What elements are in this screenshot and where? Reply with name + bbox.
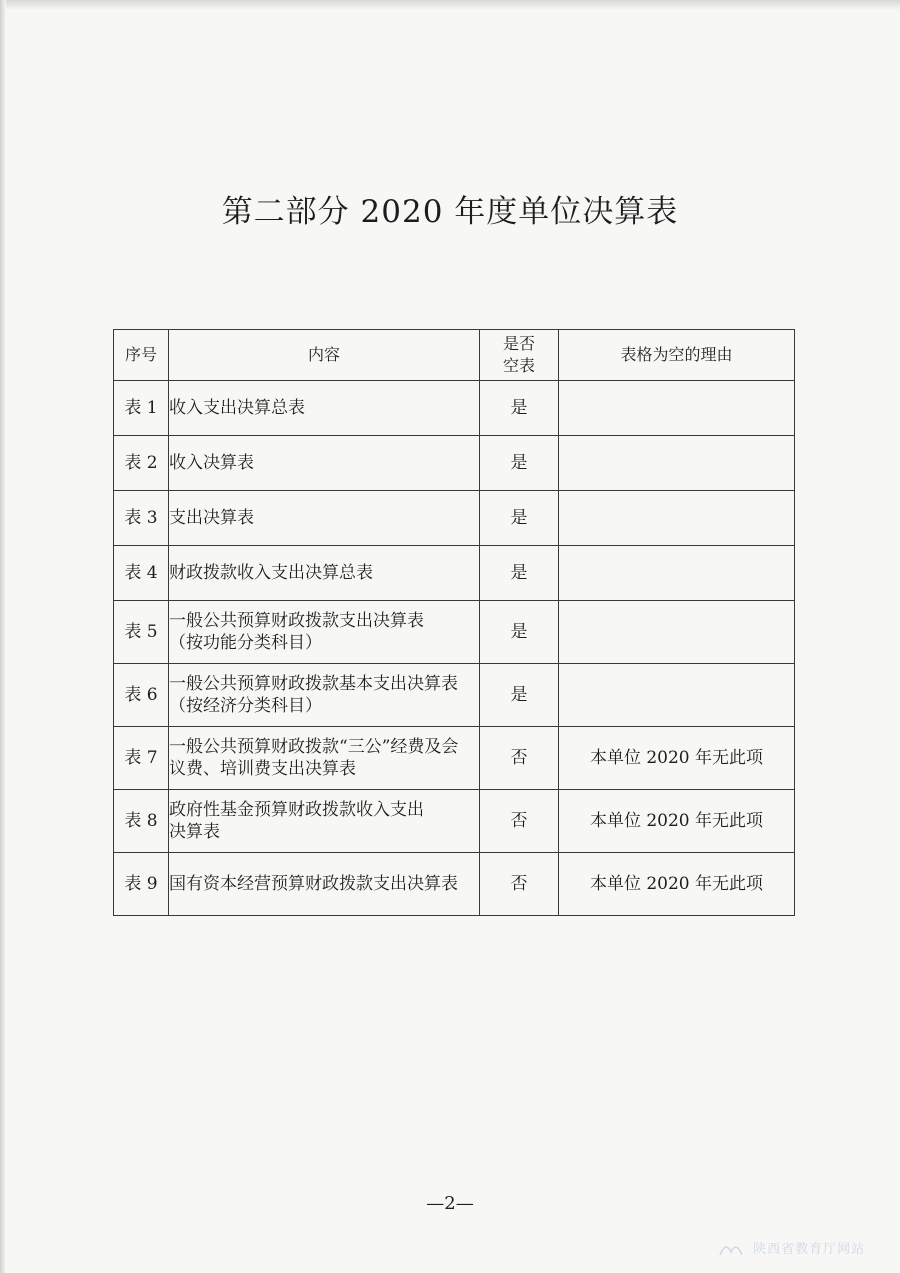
row-content-line1: 一般公共预算财政拨款支出决算表: [169, 611, 424, 631]
row-no: 表 9: [114, 853, 169, 916]
page-title: 第二部分 2020 年度单位决算表: [221, 194, 679, 230]
row-no: 表 8: [114, 790, 169, 853]
row-content-line1: 国有资本经营预算财政拨款支出决算表: [169, 874, 458, 894]
table-row: [114, 664, 795, 727]
row-reason: [559, 381, 795, 436]
website-watermark: [718, 1238, 865, 1257]
row-content: [169, 546, 480, 601]
row-is-empty: 否: [480, 727, 559, 790]
table-row: [114, 436, 795, 491]
table-row: [114, 853, 795, 916]
page-number: —2—: [426, 1193, 474, 1214]
row-is-empty: 是: [480, 491, 559, 546]
row-no: 表 4: [114, 546, 169, 601]
row-reason: 本单位 2020 年无此项: [559, 790, 795, 853]
row-reason: 本单位 2020 年无此项: [559, 853, 795, 916]
header-content: 内容: [169, 330, 480, 381]
row-no: 表 5: [114, 601, 169, 664]
row-is-empty: 否: [480, 790, 559, 853]
row-is-empty: 是: [480, 381, 559, 436]
table-row: [114, 491, 795, 546]
row-no: 表 6: [114, 664, 169, 727]
row-reason: [559, 546, 795, 601]
row-content: [169, 601, 480, 664]
header-is-empty-line1: 是否: [502, 334, 535, 353]
watermark-text: 陕西省教育厅网站: [753, 1242, 866, 1257]
row-content-line2: （按功能分类科目）: [169, 633, 322, 653]
row-content-line1: 收入决算表: [169, 453, 254, 473]
row-content-line1: 一般公共预算财政拨款“三公”经费及会: [169, 737, 459, 757]
row-content-line1: 支出决算表: [169, 508, 254, 528]
row-no: 表 7: [114, 727, 169, 790]
row-is-empty: 是: [480, 601, 559, 664]
table-row: [114, 381, 795, 436]
row-reason: [559, 664, 795, 727]
table-row: [114, 546, 795, 601]
row-content: [169, 790, 480, 853]
row-no: 表 1: [114, 381, 169, 436]
header-reason: 表格为空的理由: [559, 330, 795, 381]
table-row: [114, 727, 795, 790]
row-is-empty: 是: [480, 436, 559, 491]
header-is-empty-line2: 空表: [502, 356, 535, 375]
row-content-line1: 收入支出决算总表: [169, 398, 305, 418]
row-reason: [559, 491, 795, 546]
row-is-empty: 否: [480, 853, 559, 916]
row-content: [169, 727, 480, 790]
row-is-empty: 是: [480, 546, 559, 601]
row-content-line2: （按经济分类科目）: [169, 696, 322, 716]
row-no: 表 2: [114, 436, 169, 491]
header-no: 序号: [114, 330, 169, 381]
table-row: [114, 601, 795, 664]
watermark-logo-icon: [718, 1243, 744, 1257]
row-content-line2: 议费、培训费支出决算表: [169, 759, 356, 779]
row-content-line1: 政府性基金预算财政拨款收入支出: [169, 800, 424, 820]
row-content: [169, 436, 480, 491]
row-no: 表 3: [114, 491, 169, 546]
header-is-empty: [480, 330, 559, 381]
row-content: [169, 664, 480, 727]
row-reason: 本单位 2020 年无此项: [559, 727, 795, 790]
row-content-line2: 决算表: [169, 822, 220, 842]
scan-edge-top: [0, 0, 900, 10]
row-is-empty: 是: [480, 664, 559, 727]
row-reason: [559, 436, 795, 491]
row-content: [169, 381, 480, 436]
table-row: [114, 790, 795, 853]
row-reason: [559, 601, 795, 664]
table-header-row: [114, 330, 795, 381]
row-content: [169, 853, 480, 916]
row-content: [169, 491, 480, 546]
row-content-line1: 财政拨款收入支出决算总表: [169, 563, 373, 583]
row-content-line1: 一般公共预算财政拨款基本支出决算表: [169, 674, 458, 694]
final-accounts-table: [113, 329, 795, 916]
